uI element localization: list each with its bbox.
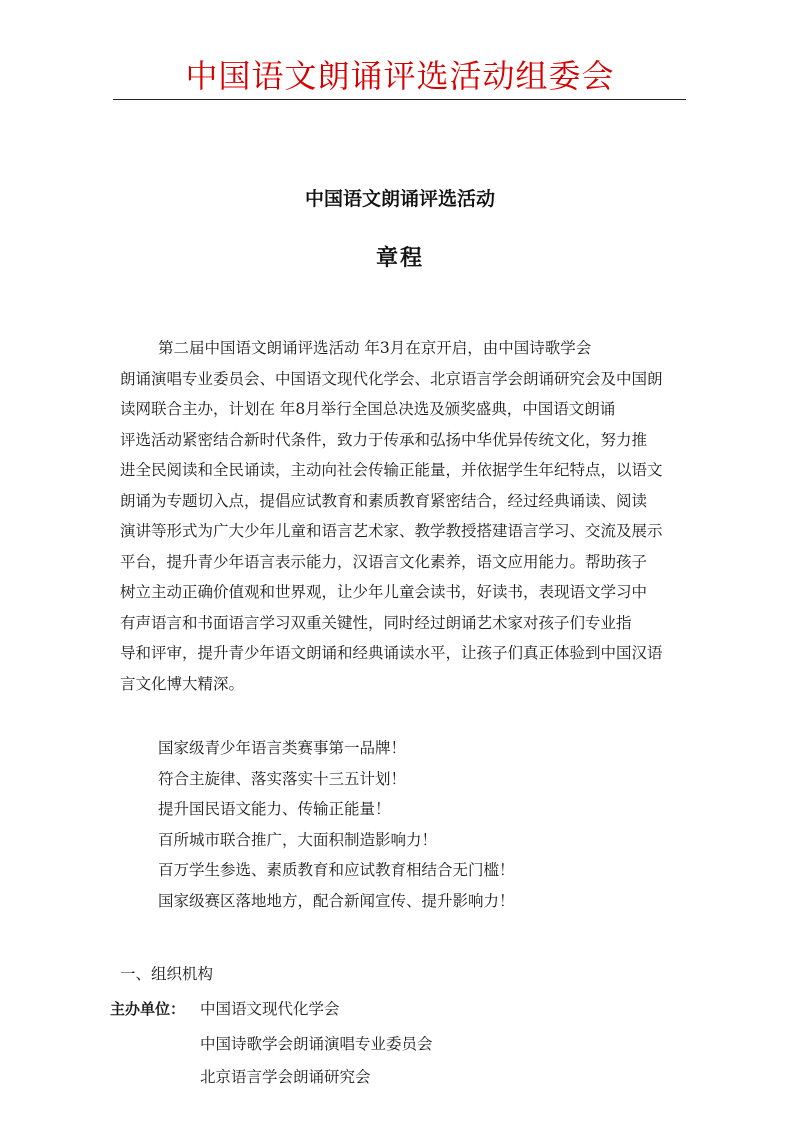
slogan-item: 符合主旋律、落实落实十三五计划！: [158, 769, 407, 788]
section-heading: 一、组织机构: [120, 965, 214, 983]
intro-line: 读网联合主办，计划在 年8月举行全国总决选及颁奖盛典，中国语文朗诵: [120, 400, 616, 418]
organizer-item: 中国语文现代化学会: [200, 1000, 340, 1018]
slogan-item: 百万学生参选、素质教育和应试教育相结合无门槛！: [158, 861, 515, 879]
intro-line: 有声语言和书面语言学习双重关键性，同时经过朗诵艺术家对孩子们专业指: [120, 613, 632, 632]
intro-line: 平台，提升青少年语言表示能力，汉语言文化素养，语文应用能力。帮助孩子: [120, 552, 648, 571]
organizer-label: 主办单位：: [110, 1000, 186, 1018]
slogan-item: 国家级青少年语言类赛事第一品牌！: [158, 739, 407, 757]
intro-line: 朗诵为专题切入点，提倡应试教育和素质教育紧密结合，经过经典诵读、阅读: [120, 491, 648, 510]
organizer-item: 中国诗歌学会朗诵演唱专业委员会: [200, 1035, 433, 1053]
intro-line: 进全民阅读和全民诵读，主动向社会传输正能量，并依据学生年纪特点，以语文: [120, 461, 663, 479]
slogan-item: 提升国民语文能力、传输正能量！: [158, 800, 391, 818]
intro-line: 演讲等形式为广大少年儿童和语言艺术家、教学教授搭建语言学习、交流及展示: [120, 522, 663, 540]
slogan-list: [158, 733, 515, 916]
organizer-item: 北京语言学会朗诵研究会: [200, 1068, 371, 1086]
slogan-item: 百所城市联合推广，大面积制造影响力！: [158, 830, 438, 849]
intro-line: 言文化博大精深。: [120, 674, 245, 693]
intro-line: 树立主动正确价值观和世界观，让少年儿童会读书，好读书，表现语文学习中: [120, 583, 648, 601]
slogan-item: 国家级赛区落地地方，配合新闻宣传、提升影响力！: [158, 891, 515, 910]
organizer-list: [200, 1028, 433, 1094]
letterhead-title: 中国语文朗诵评选活动组委会: [185, 57, 615, 95]
intro-line: 导和评审，提升青少年语文朗诵和经典诵读水平，让孩子们真正体验到中国汉语: [120, 644, 663, 662]
document-subtitle: 章程: [375, 246, 424, 271]
intro-line: 评选活动紧密结合新时代条件，致力于传承和弘扬中华优异传统文化，努力推: [120, 430, 648, 449]
document-title: 中国语文朗诵评选活动: [304, 188, 495, 210]
intro-line: 第二届中国语文朗诵评选活动 年3月在京开启，由中国诗歌学会: [158, 339, 592, 357]
intro-line: 朗诵演唱专业委员会、中国语文现代化学会、北京语言学会朗诵研究会及中国朗: [120, 369, 663, 388]
letterhead-divider: [113, 99, 686, 100]
intro-paragraph: [120, 333, 680, 699]
